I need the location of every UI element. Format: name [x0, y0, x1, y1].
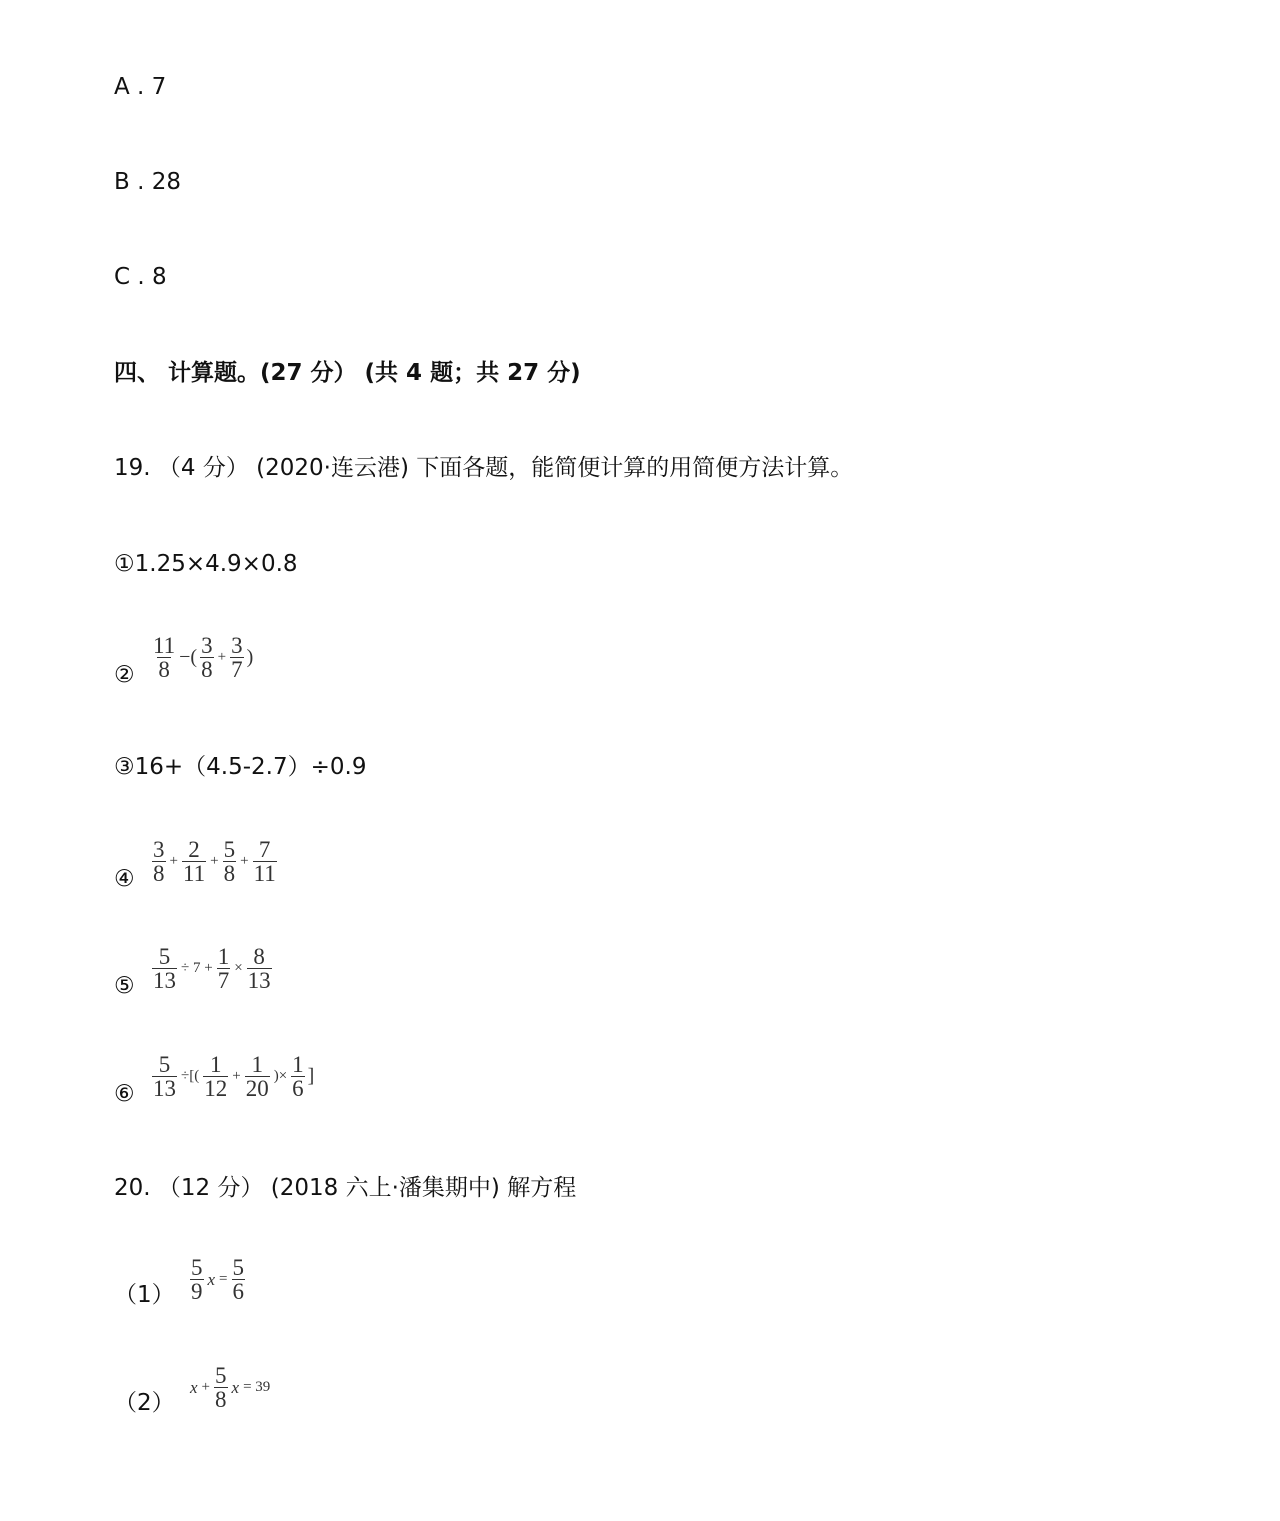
fraction: $\frac{5}{8}$: [215, 1363, 227, 1412]
item-expression: 1.25×4.9×0.8: [134, 551, 298, 577]
fraction: $\frac{7}{11}$: [253, 837, 276, 886]
option-c: C . 8: [114, 264, 167, 290]
fraction: $\frac{5}{6}$: [232, 1255, 245, 1304]
question-19-stem: 19. （4 分） (2020·连云港) 下面各题，能简便计算的用简便方法计算。: [114, 455, 854, 481]
q19-item-5-marker: ⑤: [114, 973, 135, 999]
fraction: $\frac{3}{8}$: [153, 837, 165, 886]
fraction: $\frac{5}{13}$: [153, 1052, 176, 1101]
item-expression: 16+（4.5-2.7）÷0.9: [134, 754, 367, 780]
question-20-stem: 20. （12 分） (2018 六上·潘集期中) 解方程: [114, 1175, 577, 1201]
q19-item-3: [114, 752, 366, 782]
q19-item-2-expression: $\frac{11}{8}$ −( $\frac{3}{8}$ + $\frac{3}{7}$ ): [153, 633, 254, 682]
q19-item-5-expression: $\frac{5}{13}$ ÷ 7 + $\frac{1}{7}$ × $\frac{8}{13}$: [153, 944, 271, 993]
option-a: A . 7: [114, 74, 167, 100]
item-marker: ①: [114, 551, 135, 577]
option-b: B . 28: [114, 169, 181, 195]
q20-part-2-label: （2）: [114, 1390, 175, 1416]
q20-part-1-equation: $\frac{5}{9}$ x = $\frac{5}{6}$: [191, 1255, 245, 1304]
fraction: $\frac{1}{20}$: [245, 1052, 269, 1101]
q20-part-2-equation: x + $\frac{5}{8}$ x = 39: [190, 1363, 271, 1412]
fraction: $\frac{5}{9}$: [191, 1255, 203, 1304]
fraction: $\frac{2}{11}$: [182, 837, 206, 886]
q19-item-6-expression: $\frac{5}{13}$ ÷[( $\frac{1}{12}$ + $\frac{1}{20}$ )× $\frac{1}{6}$ ]: [153, 1052, 315, 1101]
fraction: $\frac{1}{7}$: [217, 944, 230, 993]
q19-item-6-marker: ⑥: [114, 1081, 135, 1107]
q19-item-1: [114, 549, 298, 579]
fraction: $\frac{1}{6}$: [292, 1052, 304, 1101]
fraction: $\frac{3}{7}$: [231, 633, 243, 682]
fraction: $\frac{5}{8}$: [223, 837, 236, 886]
q19-item-2-marker: ②: [114, 662, 135, 688]
q19-item-4-marker: ④: [114, 866, 135, 892]
item-marker: ③: [114, 754, 135, 780]
fraction: $\frac{11}{8}$: [153, 633, 176, 682]
fraction: $\frac{5}{13}$: [153, 944, 176, 993]
fraction: $\frac{1}{12}$: [204, 1052, 228, 1101]
fraction: $\frac{8}{13}$: [247, 944, 271, 993]
fraction: $\frac{3}{8}$: [201, 633, 213, 682]
q19-item-4-expression: $\frac{3}{8}$ + $\frac{2}{11}$ + $\frac{5}{8}$ + $\frac{7}{11}$: [153, 837, 276, 886]
q20-part-1-label: （1）: [114, 1282, 175, 1308]
section-heading: 四、 计算题。(27 分） (共 4 题；共 27 分): [114, 360, 581, 386]
